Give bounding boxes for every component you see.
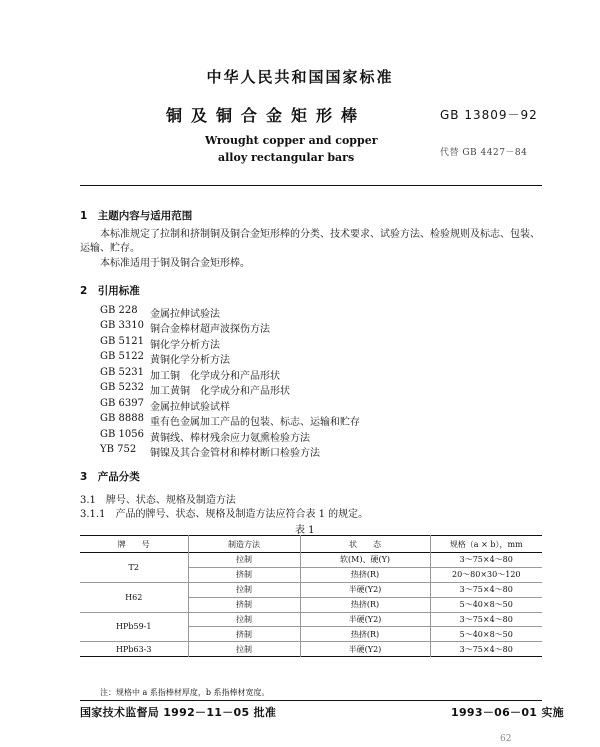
ref-code: GB 228 bbox=[100, 305, 138, 316]
footer-divider bbox=[80, 700, 542, 701]
cell-spec: 3～75×4～80 bbox=[459, 644, 513, 654]
subsection-3-1-1: 3.1.1 产品的牌号、状态、规格及制造方法应符合表 1 的规定。 bbox=[80, 509, 369, 520]
document-title: 铜及铜合金矩形棒 bbox=[166, 106, 367, 125]
ref-code: GB 8888 bbox=[100, 413, 144, 424]
cell-spec: 3～75×4～80 bbox=[459, 555, 513, 565]
section-1-para-1-line-1: 本标准规定了拉制和挤制铜及铜合金矩形棒的分类、技术要求、试验方法、检验规则及标志、包装、 bbox=[100, 229, 540, 240]
header-divider bbox=[80, 185, 542, 186]
subsection-3-1: 3.1 牌号、状态、规格及制造方法 bbox=[80, 495, 236, 506]
header-state: 状 态 bbox=[300, 536, 430, 553]
section-3-heading: 3 产品分类 bbox=[80, 471, 140, 483]
ref-title: 黄铜线、棒材残余应力氨熏检验方法 bbox=[150, 433, 310, 444]
cell-method: 挤制 bbox=[188, 627, 300, 642]
table-caption: 表 1 bbox=[295, 525, 315, 536]
ref-code: GB 6397 bbox=[100, 398, 144, 409]
ref-code: GB 5121 bbox=[100, 336, 144, 347]
national-standard-label: 中华人民共和国国家标准 bbox=[206, 68, 394, 86]
ref-title: 金属拉伸试验法 bbox=[150, 309, 220, 320]
cell-method: 拉制 bbox=[188, 553, 300, 568]
spec-table bbox=[80, 535, 542, 657]
cell-state: 半硬(Y2) bbox=[300, 642, 430, 657]
ref-title: 铜镍及其合金管材和棒材断口检验方法 bbox=[150, 448, 320, 459]
cell-grade: H62 bbox=[80, 582, 188, 612]
header-grade: 牌 号 bbox=[80, 536, 188, 553]
cell-spec: 20～80×30～120 bbox=[451, 570, 521, 580]
ref-title: 黄铜化学分析方法 bbox=[150, 355, 230, 366]
cell-spec: 3～75×4～80 bbox=[459, 615, 513, 624]
table-row bbox=[80, 642, 542, 657]
cell-state: 半硬(Y2) bbox=[300, 582, 430, 597]
ref-title: 铜合金棒材超声波探伤方法 bbox=[150, 324, 270, 335]
cell-spec: 3～75×4～80 bbox=[459, 585, 513, 595]
ref-code: YB 752 bbox=[100, 444, 137, 455]
cell-method: 拉制 bbox=[188, 582, 300, 597]
ref-title: 金属拉伸试验试样 bbox=[150, 402, 230, 413]
cell-method: 拉制 bbox=[188, 642, 300, 657]
cell-state: 热挤(R) bbox=[300, 627, 430, 642]
section-2-heading: 2 引用标准 bbox=[80, 285, 140, 297]
cell-grade: HPb59-1 bbox=[80, 612, 188, 642]
ref-code: GB 5122 bbox=[100, 351, 144, 362]
ref-title: 加工黄铜 化学成分和产品形状 bbox=[150, 386, 290, 397]
table-row bbox=[80, 612, 542, 627]
table-note: 注：规格中 a 系指棒材厚度，b 系指棒材宽度。 bbox=[100, 688, 270, 697]
ref-title: 加工铜 化学成分和产品形状 bbox=[150, 371, 280, 382]
effective-date: 1993－06－01 实施 bbox=[451, 706, 564, 719]
cell-spec: 5～40×8～50 bbox=[459, 600, 513, 610]
table-row bbox=[80, 582, 542, 597]
section-1-heading: 1 主题内容与适用范围 bbox=[80, 210, 193, 222]
header-spec: 规格（a × b），mm bbox=[449, 539, 523, 549]
replaces-standard: 代替 GB 4427－84 bbox=[440, 148, 528, 158]
cell-spec: 5～40×8～50 bbox=[459, 629, 513, 639]
page-number: 62 bbox=[500, 734, 512, 744]
english-title-line-2: alloy rectangular bars bbox=[218, 151, 355, 164]
cell-grade: HPb63-3 bbox=[80, 642, 188, 657]
cell-grade: T2 bbox=[80, 553, 188, 583]
ref-code: GB 1056 bbox=[100, 429, 144, 440]
english-title-line-1: Wrought copper and copper bbox=[205, 134, 378, 147]
cell-method: 拉制 bbox=[188, 612, 300, 627]
approval-date: 国家技术监督局 1992－11－05 批准 bbox=[80, 706, 277, 719]
standard-code: GB 13809－92 bbox=[440, 108, 538, 122]
ref-code: GB 5232 bbox=[100, 382, 144, 393]
table-header-row bbox=[80, 536, 542, 553]
section-1-para-2: 本标准适用于铜及铜合金矩形棒。 bbox=[100, 258, 250, 269]
ref-title: 铜化学分析方法 bbox=[150, 340, 220, 351]
cell-method: 挤制 bbox=[188, 567, 300, 582]
table-row bbox=[80, 553, 542, 568]
ref-title: 重有色金属加工产品的包装、标志、运输和贮存 bbox=[150, 417, 360, 428]
cell-state: 热挤(R) bbox=[300, 597, 430, 612]
header-method: 制造方法 bbox=[188, 536, 300, 553]
cell-state: 热挤(R) bbox=[300, 567, 430, 582]
cell-state: 半硬(Y2) bbox=[300, 612, 430, 627]
ref-code: GB 5231 bbox=[100, 367, 144, 378]
cell-state: 软(M)、硬(Y) bbox=[300, 553, 430, 568]
ref-code: GB 3310 bbox=[100, 320, 144, 331]
cell-method: 挤制 bbox=[188, 597, 300, 612]
section-1-para-1-line-2: 运输、贮存。 bbox=[80, 243, 140, 254]
